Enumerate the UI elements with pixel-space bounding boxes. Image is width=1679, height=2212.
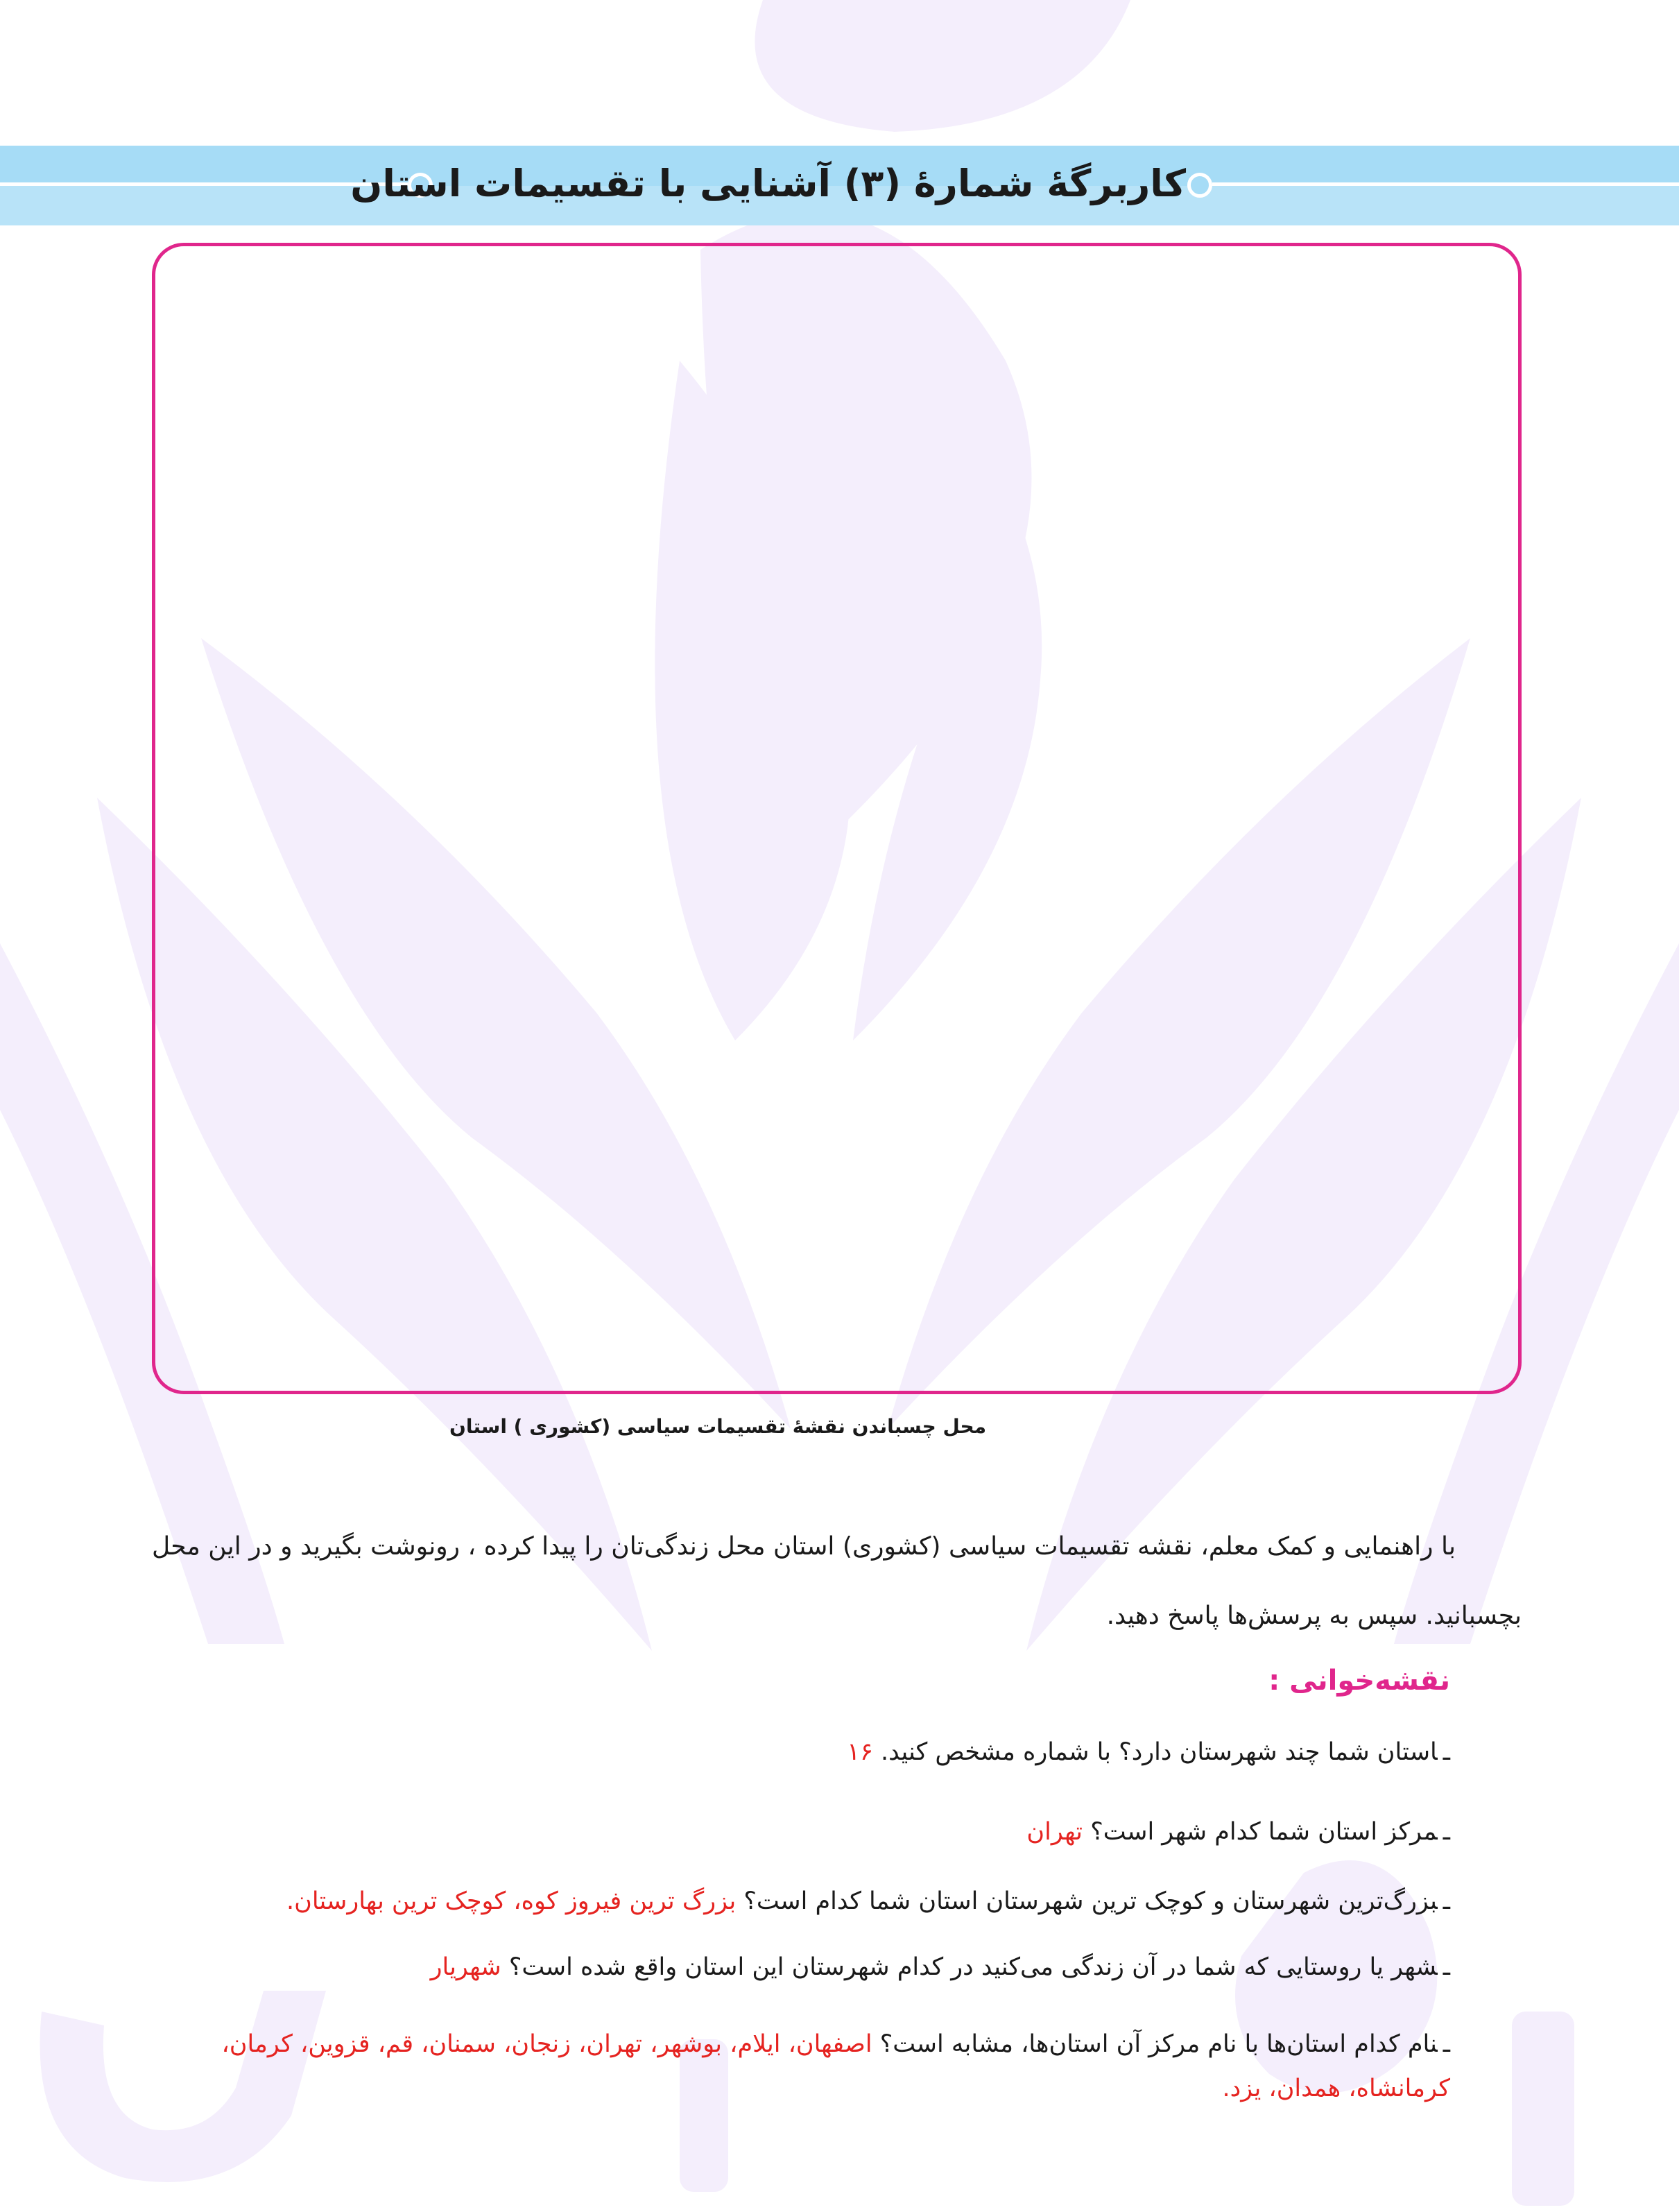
map-paste-frame bbox=[152, 243, 1522, 1394]
map-caption: محل چسباندن نقشهٔ تقسیمات سیاسی (کشوری ) استان bbox=[449, 1415, 987, 1438]
question-text: استان شما چند شهرستان دارد؟ با شماره مشخص کنید. bbox=[881, 1738, 1438, 1766]
section-heading-map-reading: نقشه‌خوانی : bbox=[1268, 1665, 1450, 1697]
question-text: شهر یا روستایی که شما در آن زندگی می‌کنید در کدام شهرستان این استان واقع شده است؟ bbox=[508, 1953, 1438, 1981]
intro-paragraph: با راهنمایی و کمک معلم، نقشه تقسیمات سیاسی (کشوری) استان محل زندگی‌تان را پیدا کرده ، رونوشت بگیرید و در این محل بچسبانید. سپس به پرسش‌ها پاسخ دهید. bbox=[152, 1532, 1522, 1630]
header-dot-right-icon bbox=[1187, 173, 1212, 198]
question-dash: ـ bbox=[1443, 1953, 1450, 1981]
header-line-left bbox=[0, 182, 408, 186]
header-line-right bbox=[1212, 182, 1679, 186]
question-dash: ـ bbox=[1443, 1738, 1450, 1766]
answer-text: اصفهان، ایلام، بوشهر، تهران، زنجان، سمنان، قم، قزوین، کرمان، کرمانشاه، همدان، یزد. bbox=[221, 2030, 1450, 2102]
answer-text: ۱۶ bbox=[847, 1738, 873, 1766]
answer-text: تهران bbox=[1026, 1818, 1083, 1846]
question-text: نام کدام استان‌ها با نام مرکز آن استان‌ها، مشابه است؟ bbox=[879, 2030, 1438, 2058]
question-text: بزرگ‌ترین شهرستان و کوچک ترین شهرستان استان شما کدام است؟ bbox=[743, 1887, 1438, 1915]
question-item bbox=[153, 1810, 1450, 1853]
question-text: مرکز استان شما کدام شهر است؟ bbox=[1090, 1818, 1438, 1846]
question-dash: ـ bbox=[1443, 1818, 1450, 1846]
question-dash: ـ bbox=[1443, 2030, 1450, 2058]
answer-text: شهریار bbox=[430, 1953, 501, 1981]
answer-text: بزرگ ترین فیروز کوه، کوچک ترین بهارستان. bbox=[286, 1887, 737, 1915]
question-item bbox=[153, 1946, 1450, 1989]
question-item bbox=[0, 1880, 1450, 1923]
question-dash: ـ bbox=[1443, 1887, 1450, 1915]
page-title: کاربرگهٔ شمارهٔ (۳) آشنایی با تقسیمات استان bbox=[350, 162, 1186, 205]
question-item bbox=[153, 1731, 1450, 1774]
question-item bbox=[153, 2022, 1450, 2111]
